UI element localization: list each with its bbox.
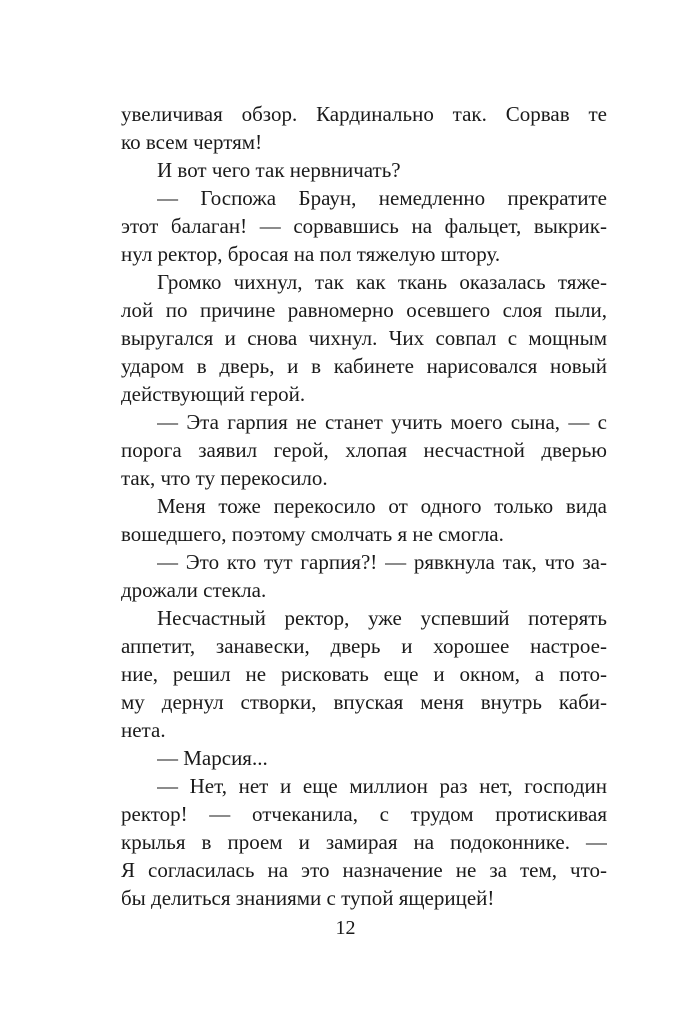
text-line: Громко чихнул, так как ткань оказалась тяже- (157, 270, 607, 294)
text-line: действующий герой. (121, 382, 306, 406)
text-line: — Нет, нет и еще миллион раз нет, господин (157, 774, 607, 798)
text-line: ректор! — отчеканила, с трудом протискивая (121, 802, 607, 826)
text-line: вошедшего, поэтому смолчать я не смогла. (121, 522, 504, 546)
text-line: аппетит, занавески, дверь и хорошее настрое- (121, 634, 607, 658)
text-line: увеличивая обзор. Кардинально так. Сорвав те (121, 102, 607, 126)
text-line: лой по причине равномерно осевшего слоя пыли, (121, 298, 607, 322)
text-line: нета. (121, 718, 166, 742)
text-line: крылья в проем и замирая на подоконнике. — (121, 830, 607, 854)
text-line: — Эта гарпия не станет учить моего сына, — с (157, 410, 607, 434)
text-line: Меня тоже перекосило от одного только вида (157, 494, 607, 518)
text-line: Я согласилась на это назначение не за тем, что- (121, 858, 607, 882)
text-line: этот балаган! — сорвавшись на фальцет, выкрик- (121, 214, 607, 238)
text-line: нул ректор, бросая на пол тяжелую штору. (121, 242, 501, 266)
text-line: — Марсия... (157, 746, 268, 770)
text-line: — Госпожа Браун, немедленно прекратите (157, 186, 607, 210)
text-line: выругался и снова чихнул. Чих совпал с мощным (121, 326, 607, 350)
text-line: порога заявил герой, хлопая несчастной дверью (121, 438, 607, 462)
text-line: ко всем чертям! (121, 130, 263, 154)
page-number: 12 (335, 917, 356, 939)
text-line: — Это кто тут гарпия?! — рявкнула так, что за- (157, 550, 607, 574)
text-line: так, что ту перекосило. (121, 466, 328, 490)
text-line: Несчастный ректор, уже успевший потерять (157, 606, 607, 630)
text-line: му дернул створки, впуская меня внутрь каби- (121, 690, 607, 714)
text-line: И вот чего так нервничать? (157, 158, 401, 182)
text-line: бы делиться знаниями с тупой ящерицей! (121, 886, 495, 910)
text-line: ние, решил не рисковать еще и окном, а пото- (121, 662, 607, 686)
text-line: ударом в дверь, и в кабинете нарисовался новый (121, 354, 607, 378)
text-line: дрожали стекла. (121, 578, 267, 602)
